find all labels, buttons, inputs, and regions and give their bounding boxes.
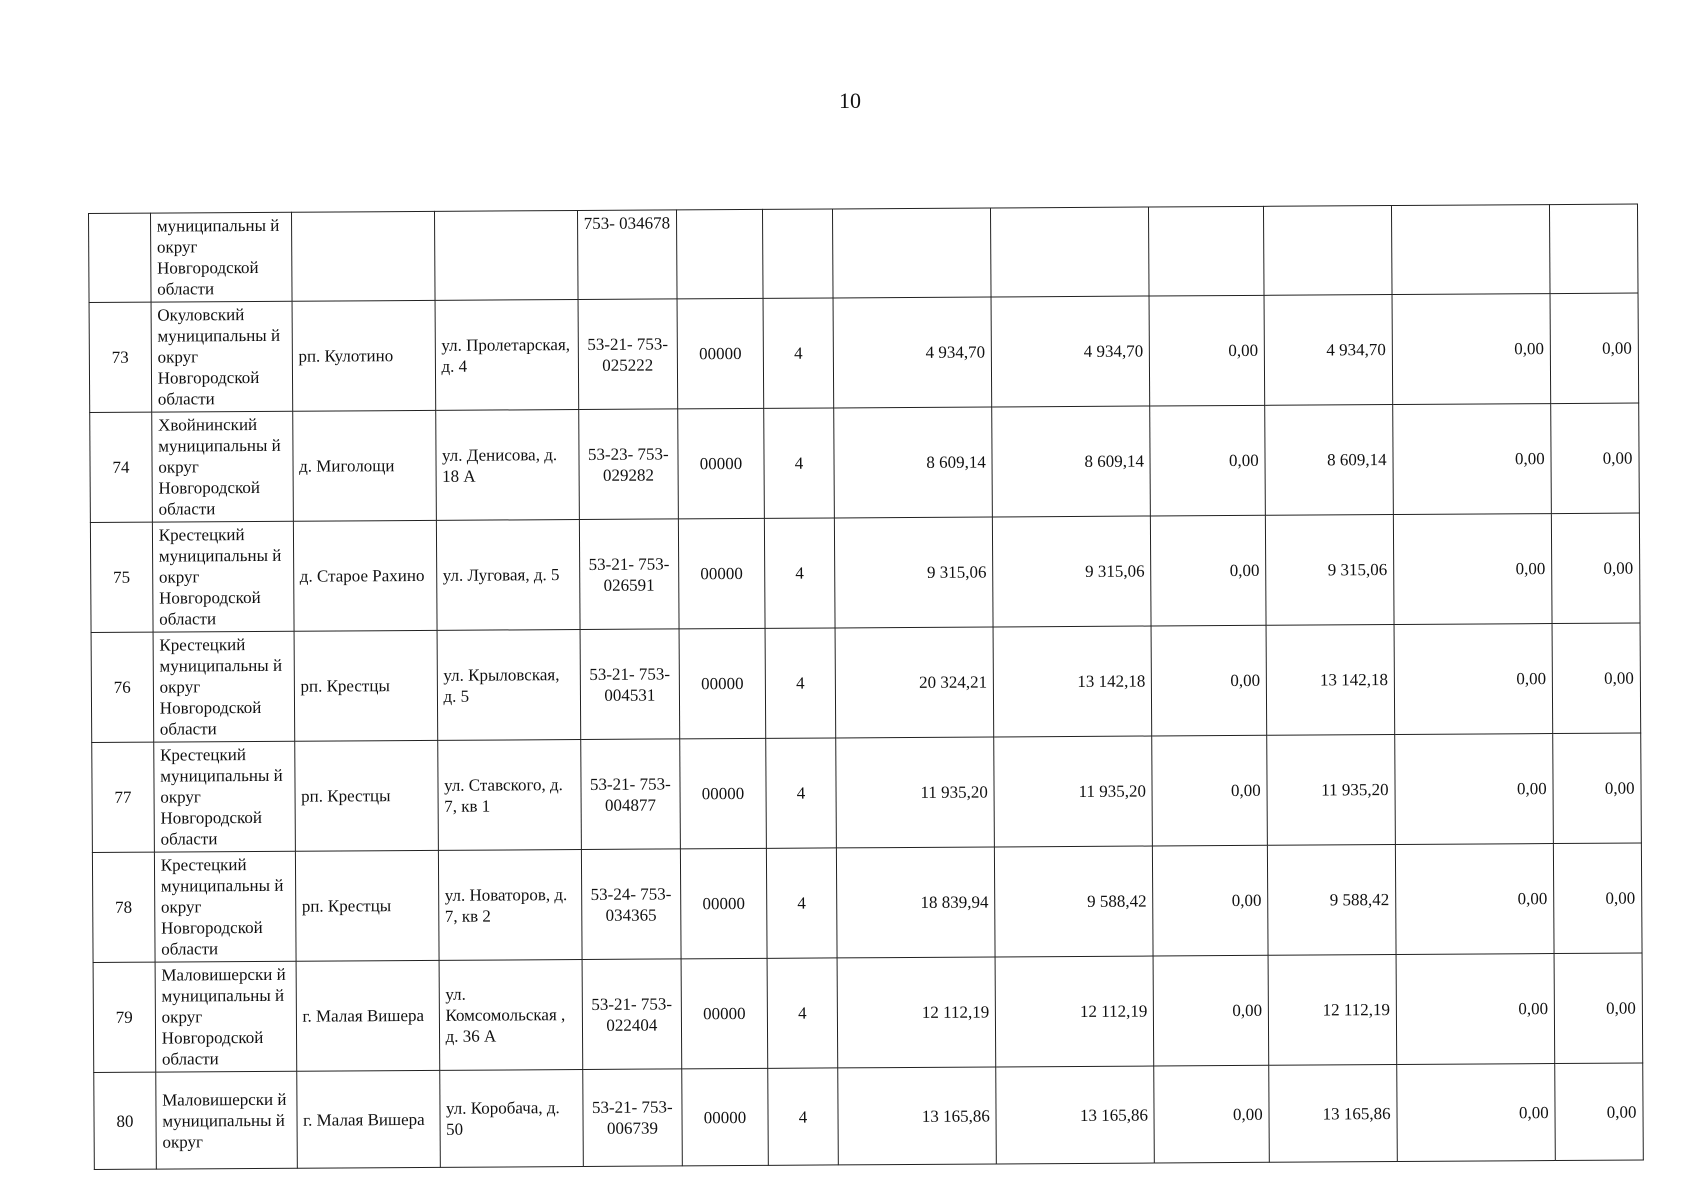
oktmo-cell: 00000 bbox=[681, 848, 767, 959]
class-cell: 4 bbox=[764, 518, 835, 628]
value-cell-5: 0,00 bbox=[1396, 954, 1555, 1065]
code-cell: 53-24- 753- 034365 bbox=[581, 849, 681, 960]
code-cell: 53-21- 753- 025222 bbox=[578, 299, 678, 410]
address-cell: ул. Ставского, д. 7, кв 1 bbox=[437, 740, 581, 851]
value-cell-3 bbox=[1149, 206, 1264, 296]
municipality-cell: Маловишерски й муниципальны й округ Новгородской области bbox=[155, 961, 296, 1072]
value-cell-6: 0,00 bbox=[1555, 1063, 1643, 1161]
value-cell-1: 11 935,20 bbox=[836, 737, 995, 848]
value-cell-6: 0,00 bbox=[1552, 623, 1640, 734]
registry-table bbox=[88, 204, 1644, 1170]
value-cell-4: 8 609,14 bbox=[1265, 405, 1393, 516]
row-number-cell: 74 bbox=[90, 412, 152, 522]
value-cell-1: 4 934,70 bbox=[833, 297, 992, 408]
oktmo-cell: 00000 bbox=[679, 518, 765, 629]
table-row-continuation bbox=[89, 204, 1639, 302]
value-cell-5: 0,00 bbox=[1395, 844, 1554, 955]
value-cell-3: 0,00 bbox=[1154, 1065, 1269, 1163]
table-row bbox=[92, 843, 1642, 962]
municipality-cell: Крестецкий муниципальны й округ Новгородской области bbox=[153, 631, 294, 742]
code-cell: 53-23- 753- 029282 bbox=[578, 409, 678, 520]
page-number: 10 bbox=[839, 88, 861, 113]
address-cell: ул. Луговая, д. 5 bbox=[436, 520, 580, 631]
value-cell-4: 4 934,70 bbox=[1264, 295, 1392, 406]
value-cell-2 bbox=[991, 207, 1150, 297]
value-cell-6: 0,00 bbox=[1552, 513, 1640, 624]
value-cell-2: 11 935,20 bbox=[994, 736, 1153, 847]
row-number-cell: 76 bbox=[91, 632, 153, 742]
locality-cell: рп. Кулотино bbox=[292, 300, 436, 411]
value-cell-6: 0,00 bbox=[1554, 843, 1642, 954]
value-cell-1: 13 165,86 bbox=[838, 1067, 997, 1165]
value-cell-5 bbox=[1392, 205, 1551, 295]
value-cell-3: 0,00 bbox=[1153, 845, 1268, 956]
address-cell: ул. Коробача, д. 50 bbox=[439, 1069, 583, 1167]
class-cell: 4 bbox=[763, 408, 834, 518]
oktmo-cell: 00000 bbox=[682, 1068, 768, 1166]
municipality-cell: Крестецкий муниципальны й округ Новгородской области bbox=[152, 521, 293, 632]
value-cell-3: 0,00 bbox=[1153, 955, 1268, 1066]
address-cell bbox=[434, 211, 578, 301]
value-cell-6: 0,00 bbox=[1553, 733, 1641, 844]
municipality-cell: Окуловский муниципальны й округ Новгородской области bbox=[151, 301, 292, 412]
locality-cell bbox=[291, 211, 435, 301]
value-cell-3: 0,00 bbox=[1151, 515, 1266, 626]
class-cell: 4 bbox=[766, 848, 837, 958]
value-cell-4: 13 165,86 bbox=[1269, 1065, 1397, 1163]
code-cell: 53-21- 753- 004877 bbox=[580, 739, 680, 850]
value-cell-2: 8 609,14 bbox=[992, 406, 1151, 517]
class-cell: 4 bbox=[767, 1068, 838, 1165]
municipality-cell: Крестецкий муниципальны й округ Новгородской области bbox=[154, 851, 295, 962]
value-cell-3: 0,00 bbox=[1152, 735, 1267, 846]
code-cell: 53-21- 753- 026591 bbox=[579, 519, 679, 630]
row-number-cell: 78 bbox=[92, 852, 154, 962]
value-cell-1: 12 112,19 bbox=[837, 957, 996, 1068]
municipality-cell: муниципальны й округ Новгородской области bbox=[150, 212, 291, 302]
value-cell-4: 11 935,20 bbox=[1267, 735, 1395, 846]
row-number-cell: 73 bbox=[89, 302, 151, 412]
oktmo-cell: 00000 bbox=[681, 958, 767, 1069]
locality-cell: рп. Крестцы bbox=[294, 740, 438, 851]
table-row bbox=[93, 953, 1643, 1072]
value-cell-3: 0,00 bbox=[1149, 295, 1264, 406]
value-cell-5: 0,00 bbox=[1397, 1064, 1556, 1162]
table-row bbox=[91, 623, 1641, 742]
value-cell-2: 9 588,42 bbox=[995, 846, 1154, 957]
value-cell-1: 9 315,06 bbox=[835, 517, 994, 628]
address-cell: ул. Новаторов, д. 7, кв 2 bbox=[438, 850, 582, 961]
oktmo-cell: 00000 bbox=[678, 408, 764, 519]
oktmo-cell: 00000 bbox=[680, 738, 766, 849]
class-cell: 4 bbox=[763, 298, 834, 408]
address-cell: ул. Пролетарская, д. 4 bbox=[435, 300, 579, 411]
row-number-cell: 79 bbox=[93, 962, 155, 1072]
oktmo-cell: 00000 bbox=[679, 628, 765, 739]
oktmo-cell bbox=[677, 209, 763, 299]
locality-cell: рп. Крестцы bbox=[295, 850, 439, 961]
table-row bbox=[90, 513, 1640, 632]
address-cell: ул. Денисова, д. 18 А bbox=[435, 410, 579, 521]
row-number-cell: 75 bbox=[90, 522, 152, 632]
value-cell-4: 13 142,18 bbox=[1266, 625, 1394, 736]
municipality-cell: Маловишерски й муниципальны й округ bbox=[155, 1071, 296, 1169]
class-cell bbox=[762, 209, 833, 298]
value-cell-4: 9 588,42 bbox=[1268, 845, 1396, 956]
value-cell-5: 0,00 bbox=[1394, 624, 1553, 735]
code-cell: 53-21- 753- 006739 bbox=[582, 1069, 682, 1167]
value-cell-2: 12 112,19 bbox=[995, 956, 1154, 1067]
locality-cell: рп. Крестцы bbox=[294, 630, 438, 741]
oktmo-cell: 00000 bbox=[677, 298, 763, 409]
locality-cell: г. Малая Вишера bbox=[296, 1070, 440, 1168]
value-cell-1: 20 324,21 bbox=[835, 627, 994, 738]
value-cell-6 bbox=[1550, 204, 1638, 294]
table-body bbox=[89, 293, 1643, 1169]
value-cell-5: 0,00 bbox=[1395, 734, 1554, 845]
value-cell-6: 0,00 bbox=[1550, 293, 1638, 404]
row-number-cell bbox=[89, 213, 151, 302]
municipality-cell: Хвойнинский муниципальны й округ Новгородской области bbox=[151, 411, 292, 522]
row-number-cell: 77 bbox=[92, 742, 154, 852]
class-cell: 4 bbox=[767, 958, 838, 1068]
address-cell: ул. Крыловская, д. 5 bbox=[437, 630, 581, 741]
value-cell-1 bbox=[833, 208, 992, 298]
value-cell-4: 9 315,06 bbox=[1266, 515, 1394, 626]
value-cell-2: 9 315,06 bbox=[993, 516, 1152, 627]
table-row bbox=[92, 733, 1642, 852]
code-cell: 53-21- 753- 022404 bbox=[582, 959, 682, 1070]
locality-cell: г. Малая Вишера bbox=[296, 960, 440, 1071]
value-cell-5: 0,00 bbox=[1392, 294, 1551, 405]
class-cell: 4 bbox=[765, 628, 836, 738]
value-cell-1: 18 839,94 bbox=[837, 847, 996, 958]
code-cell: 53-21- 753- 004531 bbox=[580, 629, 680, 740]
locality-cell: д. Старое Рахино bbox=[293, 520, 437, 631]
municipality-cell: Крестецкий муниципальны й округ Новгородской области bbox=[153, 741, 294, 852]
value-cell-3: 0,00 bbox=[1151, 625, 1266, 736]
table-row bbox=[89, 293, 1639, 412]
row-number-cell: 80 bbox=[94, 1072, 156, 1169]
value-cell-3: 0,00 bbox=[1150, 405, 1265, 516]
code-cell: 753- 034678 bbox=[577, 210, 677, 300]
table-row bbox=[90, 403, 1640, 522]
value-cell-2: 13 165,86 bbox=[996, 1066, 1155, 1164]
locality-cell: д. Миголощи bbox=[292, 410, 436, 521]
class-cell: 4 bbox=[765, 738, 836, 848]
address-cell: ул. Комсомольская , д. 36 А bbox=[439, 959, 583, 1070]
value-cell-5: 0,00 bbox=[1393, 514, 1552, 625]
value-cell-4 bbox=[1264, 206, 1392, 296]
value-cell-2: 13 142,18 bbox=[993, 626, 1152, 737]
value-cell-6: 0,00 bbox=[1554, 953, 1642, 1064]
table-row bbox=[94, 1063, 1644, 1169]
value-cell-1: 8 609,14 bbox=[834, 407, 993, 518]
value-cell-6: 0,00 bbox=[1551, 403, 1639, 514]
value-cell-2: 4 934,70 bbox=[991, 296, 1150, 407]
value-cell-5: 0,00 bbox=[1393, 404, 1552, 515]
value-cell-4: 12 112,19 bbox=[1268, 955, 1396, 1066]
